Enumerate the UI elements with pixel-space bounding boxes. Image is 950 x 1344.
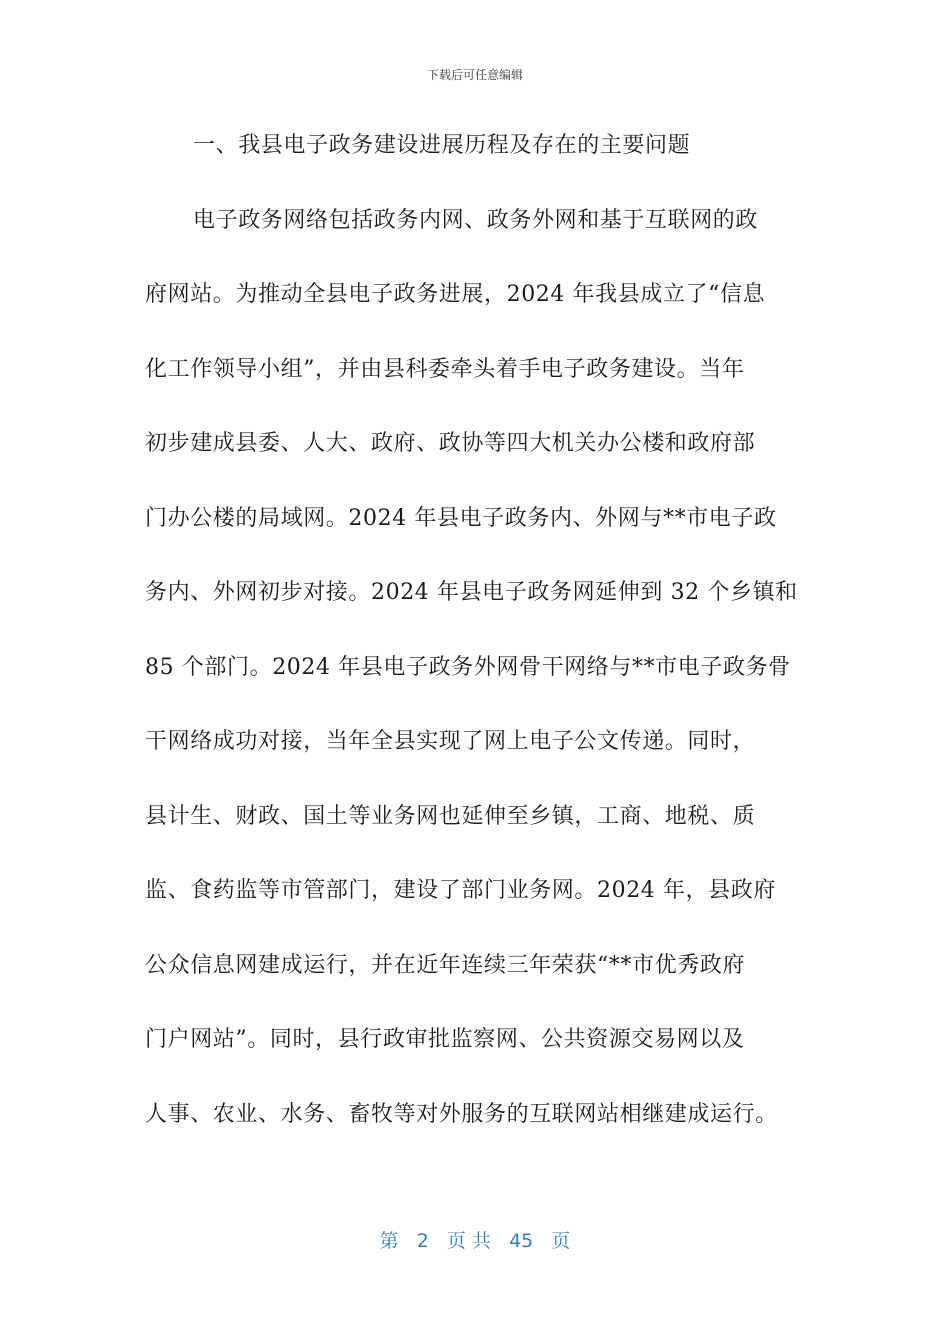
header-note: 下载后可任意编辑 bbox=[426, 68, 523, 82]
section-heading: 一、我县电子政务建设进展历程及存在的主要问题 bbox=[193, 133, 691, 158]
total-pages: 45 bbox=[509, 1230, 534, 1252]
paragraph-line: 县计生、财政、国土等业务网也延伸至乡镇，工商、地税、质 bbox=[145, 803, 756, 829]
page-prefix: 第 bbox=[379, 1230, 399, 1252]
paragraph-line: 务内、外网初步对接。2024 年县电子政务网延伸到 32 个乡镇和 bbox=[145, 580, 798, 605]
page-footer bbox=[0, 1226, 950, 1253]
paragraph-line: 门办公楼的局域网。2024 年县电子政务内、外网与**市电子政 bbox=[145, 505, 777, 531]
page-suffix: 页 bbox=[551, 1230, 571, 1252]
document-body bbox=[145, 118, 807, 1161]
page-middle: 页 共 bbox=[446, 1230, 491, 1252]
paragraph-line: 干网络成功对接，当年全县实现了网上电子公文传递。同时， bbox=[145, 729, 756, 754]
paragraph-line: 府网站。为推动全县电子政务进展，2024 年我县成立了“信息 bbox=[145, 282, 766, 307]
paragraph-line: 初步建成县委、人大、政府、政协等四大机关办公楼和政府部 bbox=[145, 431, 756, 456]
paragraph-line: 公众信息网建成运行，并在近年连续三年荣获“**市优秀政府 bbox=[145, 952, 746, 978]
paragraph-line: 监、食药监等市管部门，建设了部门业务网。2024 年，县政府 bbox=[145, 878, 776, 903]
paragraph-line: 85 个部门。2024 年县电子政务外网骨干网络与**市电子政务骨 bbox=[145, 654, 791, 680]
paragraph-line: 电子政务网络包括政务内网、政务外网和基于互联网的政 bbox=[193, 207, 759, 233]
paragraph-line: 化工作领导小组”，并由县科委牵头着手电子政务建设。当年 bbox=[145, 356, 745, 382]
paragraph-line: 人事、农业、水务、畜牧等对外服务的互联网站相继建成运行。 bbox=[145, 1101, 778, 1127]
page-number: 2 bbox=[416, 1230, 429, 1252]
paragraph-line: 门户网站”。同时，县行政审批监察网、公共资源交易网以及 bbox=[145, 1027, 745, 1052]
